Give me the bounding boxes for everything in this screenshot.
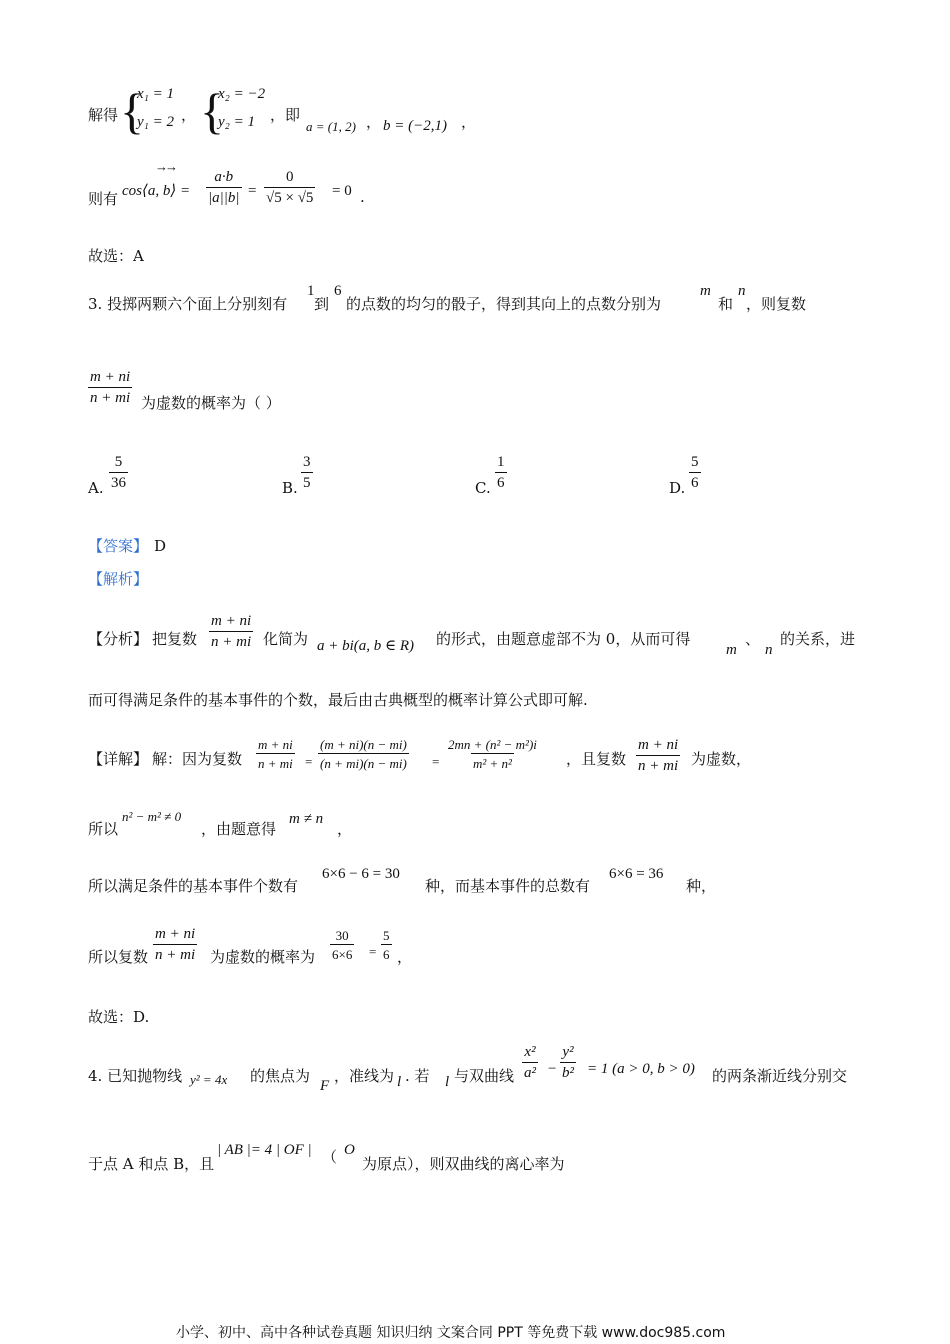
fenxi-text-2: 化简为 — [263, 630, 309, 648]
q3-var-n: n — [738, 283, 746, 299]
q4-text-5: 的两条渐近线分别交 — [712, 1067, 848, 1085]
fenxi-line-2: 而可得满足条件的基本事件的个数，最后由古典概型的概率计算公式即可解. — [88, 691, 588, 709]
fraction-zero-over-roots: $\frac{0}{√5 \times √5}$ — [266, 169, 314, 206]
left-brace-2: { — [200, 83, 224, 139]
q4-text-2: ，准线为 — [334, 1067, 395, 1085]
probability-fraction: $\frac{30}{6\times 6}$ — [332, 928, 353, 962]
detail-line-3-tail: 种， — [686, 877, 717, 895]
system2-row2: y₂ = 1 — [218, 114, 255, 130]
fenxi-text-4: 的关系，进 — [780, 630, 856, 648]
detail-line-4-mid: 为虚数的概率为 — [210, 948, 316, 966]
q3-and: 和 — [718, 295, 734, 313]
comma: ， — [366, 113, 382, 131]
detail-fraction-1: $\frac{m + ni}{n + mi}$ — [258, 737, 293, 771]
detail-count-expr: 6×6 − 6 = 30 — [322, 866, 400, 882]
hyperbola-y-term: $\frac{\text{y²}}{\text{b²}}$ — [562, 1044, 574, 1081]
comma: ， — [337, 820, 353, 838]
footer-banner: 小学、初中、高中各种试卷真题 知识归纳 文案合同 PPT 等免费下载 www.doc985.com — [176, 1325, 726, 1341]
text-ji: ，即 — [270, 106, 301, 124]
detail-fraction-2: $\frac{(m + ni)(n - mi)}{(n + mi)(n - mi)}$ — [320, 737, 407, 771]
equals-zero: = 0 — [332, 183, 352, 199]
option-fraction: $\frac{1}{6}$ — [497, 454, 505, 491]
q3-mid: 的点数的均匀的骰子，得到其向上的点数分别为 — [346, 295, 662, 313]
text-jiede: 解得 — [88, 106, 119, 124]
answer-choose-d: 故选：D. — [88, 1008, 150, 1026]
vector-b-value: b = (−2,1) — [383, 118, 447, 134]
q4-parabola: y² = 4x — [190, 1072, 228, 1087]
answer-choose-a: 故选：A — [88, 247, 144, 265]
fenxi-var-n: n — [765, 642, 773, 658]
detail-m-neq-n: m ≠ n — [289, 811, 324, 827]
q4-line-2-b: 为原点），则双曲线的离心率为 — [362, 1155, 565, 1173]
q3-to: 到 — [314, 295, 330, 313]
q3-number-one: 1 — [307, 283, 315, 299]
cos-expression: cos⟨a, b⟩ = — [122, 183, 191, 199]
q3-prefix: 3. 投掷两颗六个面上分别刻有 — [88, 295, 288, 313]
q4-line-2-a: 于点 A 和点 B，且 — [88, 1155, 215, 1173]
detail-fraction-3: $\frac{\text{2mn + (n² − m²)i}}{\text{m² + n²}}$ — [448, 737, 537, 771]
equals-sign: = — [305, 754, 313, 769]
analysis-tag: 【解析】 — [88, 570, 149, 588]
option-fraction: $\frac{5}{6}$ — [691, 454, 699, 491]
fraction-dot-over-norms: $\frac{a\cdot b}{|a||b|}$ — [208, 169, 240, 206]
fenxi-complex-fraction: $\frac{m + ni}{n + mi}$ — [211, 613, 252, 650]
hyperbola-condition: = 1 (a > 0, b > 0) — [587, 1061, 695, 1077]
detail-complex-fraction: $\frac{m + ni}{n + mi}$ — [155, 926, 196, 963]
period: . — [360, 188, 365, 206]
q4-line-l: l — [397, 1074, 402, 1090]
hyperbola-x-term: $\frac{\text{x²}}{\text{a²}}$ — [524, 1044, 536, 1081]
answer-tag: 【答案】 — [88, 537, 149, 555]
detail-total-expr: 6×6 = 36 — [609, 866, 664, 882]
q3-tail: ，则复数 — [746, 295, 807, 313]
fenxi-tag: 【分析】 — [88, 630, 149, 648]
q3-var-m: m — [700, 283, 711, 299]
q3-question: 为虚数的概率为（ ） — [141, 394, 281, 412]
q4-text-3: . 若 — [405, 1067, 430, 1085]
vector-arrows: →→ — [155, 159, 175, 174]
detail-text-3: 为虚数， — [691, 750, 752, 768]
comma: ， — [461, 113, 477, 131]
detail-line-2-lead: 所以 — [88, 820, 119, 838]
q4-focus-F: F — [320, 1078, 330, 1094]
vector-a-value: a = (1, 2) — [306, 119, 356, 134]
system2-row1: x₂ = −2 — [218, 86, 266, 102]
detail-inequality: n² − m² ≠ 0 — [122, 809, 182, 824]
q4-line-l: l — [445, 1074, 450, 1090]
q4-text-4: 与双曲线 — [454, 1067, 515, 1085]
q4-length-condition: | AB |= 4 | OF | — [217, 1142, 312, 1158]
q3-complex-fraction: $\frac{m + ni}{n + mi}$ — [90, 369, 131, 406]
q4-prefix: 4. 已知抛物线 — [88, 1067, 183, 1085]
text-zeyou: 则有 — [88, 190, 119, 208]
equals-sign: = — [432, 754, 440, 769]
option-label: D. — [669, 479, 686, 497]
option-fraction: $\frac{3}{5}$ — [303, 454, 311, 491]
q4-text-1: 的焦点为 — [250, 1067, 311, 1085]
option-label: B. — [282, 479, 298, 497]
fenxi-var-m: m — [726, 642, 737, 658]
comma: ， — [397, 948, 413, 966]
comma: ， — [181, 106, 197, 124]
paren: （ — [322, 1148, 338, 1166]
equals-sign: = — [369, 944, 377, 959]
q3-number-six: 6 — [334, 283, 342, 299]
detail-text-1: 解：因为复数 — [152, 750, 243, 768]
detail-tag: 【详解】 — [88, 750, 149, 768]
option-label: A. — [88, 479, 104, 497]
detail-line-3-lead: 所以满足条件的基本事件个数有 — [88, 877, 299, 895]
minus-sign: − — [548, 1061, 557, 1077]
detail-line-2-mid: ，由题意得 — [201, 820, 277, 838]
equals-sign: = — [248, 183, 257, 199]
detail-line-3-mid: 种，而基本事件的总数有 — [425, 877, 591, 895]
system1-row2: y₁ = 2 — [137, 114, 174, 130]
answer-value: D — [154, 537, 167, 555]
left-brace-1: { — [120, 83, 144, 139]
system1-row1: x₁ = 1 — [137, 86, 174, 102]
detail-line-4-lead: 所以复数 — [88, 948, 149, 966]
fenxi-complex-form: a + bi(a, b ∈ R) — [317, 638, 415, 654]
detail-fraction-4: $\frac{m + ni}{n + mi}$ — [638, 737, 679, 774]
option-label: C. — [475, 479, 491, 497]
option-fraction: $\frac{5}{36}$ — [111, 454, 126, 491]
q4-origin-O: O — [344, 1142, 355, 1158]
probability-result: $\frac{5}{6}$ — [383, 928, 390, 962]
detail-text-2: ，且复数 — [566, 750, 627, 768]
fenxi-text-1: 把复数 — [152, 630, 198, 648]
fenxi-text-3: 的形式，由题意虚部不为 0，从而可得 — [436, 630, 691, 648]
fenxi-dun: 、 — [745, 630, 761, 648]
